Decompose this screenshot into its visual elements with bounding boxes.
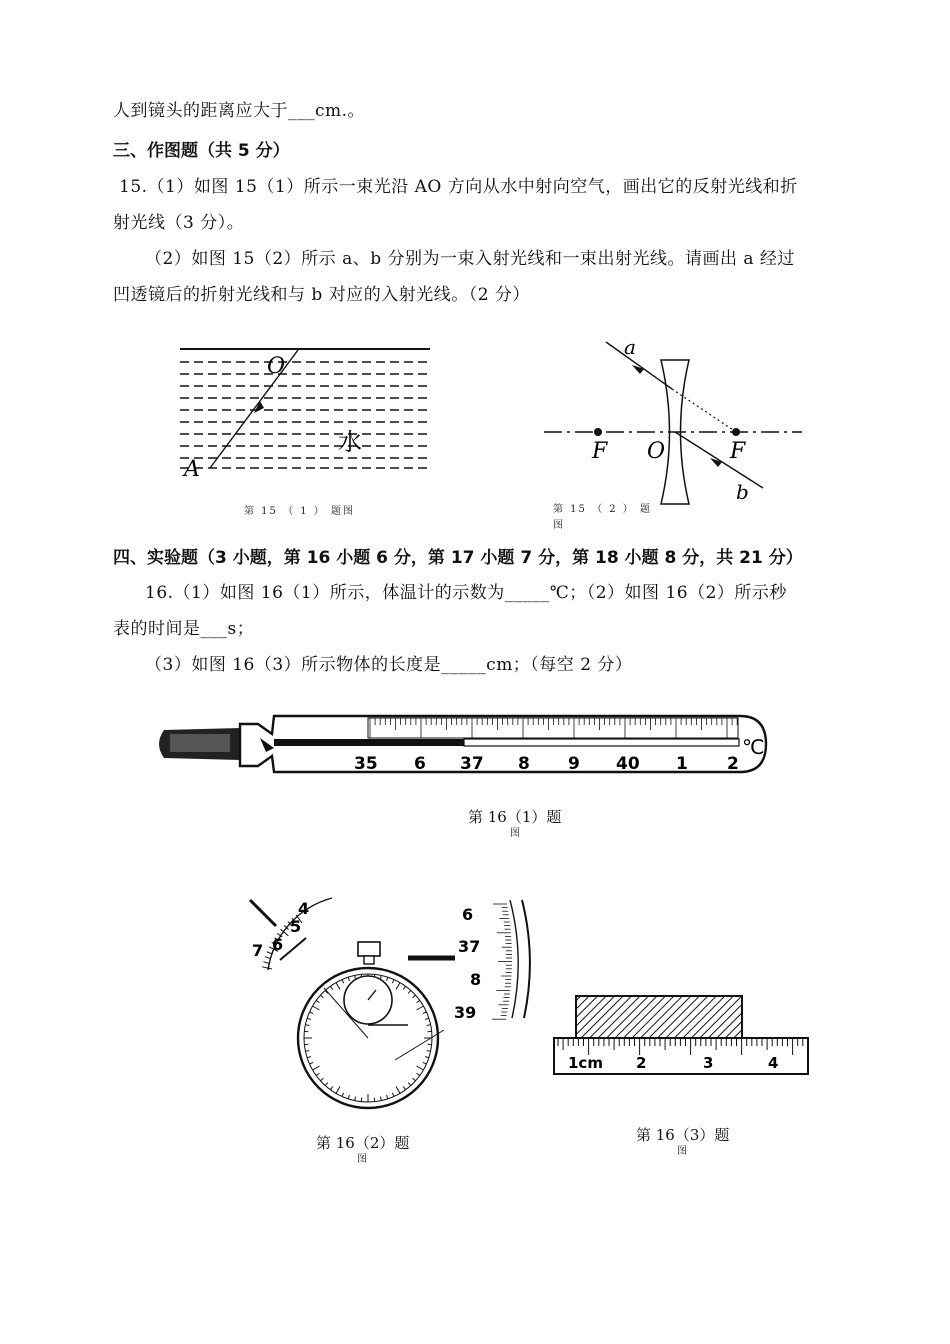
scale-label-8: 8 (518, 754, 530, 774)
figure-16-2-caption: 第 16（2）题 (316, 1134, 410, 1152)
figure-16-3-caption: 第 16（3）题 (636, 1126, 730, 1144)
label-a: A (184, 457, 200, 480)
label-water: 水 (338, 428, 362, 456)
ruler-label-2: 2 (636, 1054, 647, 1072)
inner-scale-tick (263, 962, 269, 964)
scale-label-6: 6 (414, 754, 426, 774)
figure-15-1-water-diagram (170, 335, 440, 480)
scale-label-35: 35 (354, 754, 378, 774)
question-15-2-line-a: （2）如图 15（2）所示 a、b 分别为一束入射光线和一束出射光线。请画出 a 经过 (145, 249, 795, 269)
label-f-right: F (730, 439, 746, 464)
inner-label-6: 6 (272, 935, 284, 954)
figure-15-1-caption: 第 15 （ 1 ） 题图 (244, 506, 355, 517)
section-4-heading: 四、实验题（3 小题，第 16 小题 6 分，第 17 小题 7 分，第 18 小题 8 分，共 21 分） (113, 548, 803, 568)
scale-label-2: 2 (727, 754, 739, 774)
outer-label-6: 6 (462, 905, 474, 924)
label-o-center: O (647, 439, 666, 464)
question-16-line-3: （3）如图 16（3）所示物体的长度是_____cm；（每空 2 分） (145, 655, 633, 675)
figure-15-2-lens-diagram (540, 332, 810, 512)
scale-label-37: 37 (460, 754, 484, 774)
figure-16-2-stopwatch (240, 890, 540, 1120)
label-o: O (267, 354, 286, 379)
ruler-label-4: 4 (768, 1054, 779, 1072)
text-line-1: 人到镜头的距离应大于___cm.。 (113, 101, 366, 121)
question-15-1-line-b: 射光线（3 分）。 (113, 213, 245, 233)
ruler-label-1cm: 1cm (568, 1054, 603, 1072)
unit-celsius: ℃ (742, 735, 765, 759)
figure-16-2-caption-sub: 图 (357, 1154, 369, 1165)
label-a-ray: a (624, 335, 636, 359)
outer-label-39: 39 (454, 1003, 477, 1022)
figure-15-2-caption: 第 15 （ 2 ） 题 (553, 504, 652, 515)
section-3-heading: 三、作图题（共 5 分） (113, 141, 290, 161)
question-15-1-line-a: 15.（1）如图 15（1）所示一束光沿 AO 方向从水中射向空气，画出它的反射光线和折 (119, 177, 798, 197)
label-f-left: F (592, 439, 608, 464)
scale-label-1: 1 (676, 754, 688, 774)
figure-16-1-caption-sub: 图 (510, 828, 522, 839)
inner-label-5: 5 (290, 917, 302, 936)
inner-scale-tick (265, 957, 271, 959)
outer-label-37: 37 (458, 937, 481, 956)
figure-15-2-caption-sub: 图 (553, 520, 565, 531)
ruler-label-3: 3 (703, 1054, 714, 1072)
figure-16-1-caption: 第 16（1）题 (468, 808, 562, 826)
question-16-line-2: 表的时间是___s； (113, 619, 255, 639)
question-16-line-1: 16.（1）如图 16（1）所示，体温计的示数为_____℃；（2）如图 16（2）所示秒 (145, 583, 787, 603)
inner-label-7: 7 (252, 941, 264, 960)
inner-label-4: 4 (298, 899, 310, 918)
scale-label-40: 40 (616, 754, 640, 774)
figure-16-3-ruler (550, 992, 812, 1078)
figure-16-1-thermometer (150, 708, 770, 788)
inner-scale-tick (262, 967, 272, 969)
label-b-ray: b (736, 480, 749, 504)
scale-label-9: 9 (568, 754, 580, 774)
outer-label-8: 8 (470, 970, 482, 989)
question-15-2-line-b: 凹透镜后的折射光线和与 b 对应的入射光线。（2 分） (113, 285, 530, 305)
figure-16-3-caption-sub: 图 (677, 1146, 689, 1157)
